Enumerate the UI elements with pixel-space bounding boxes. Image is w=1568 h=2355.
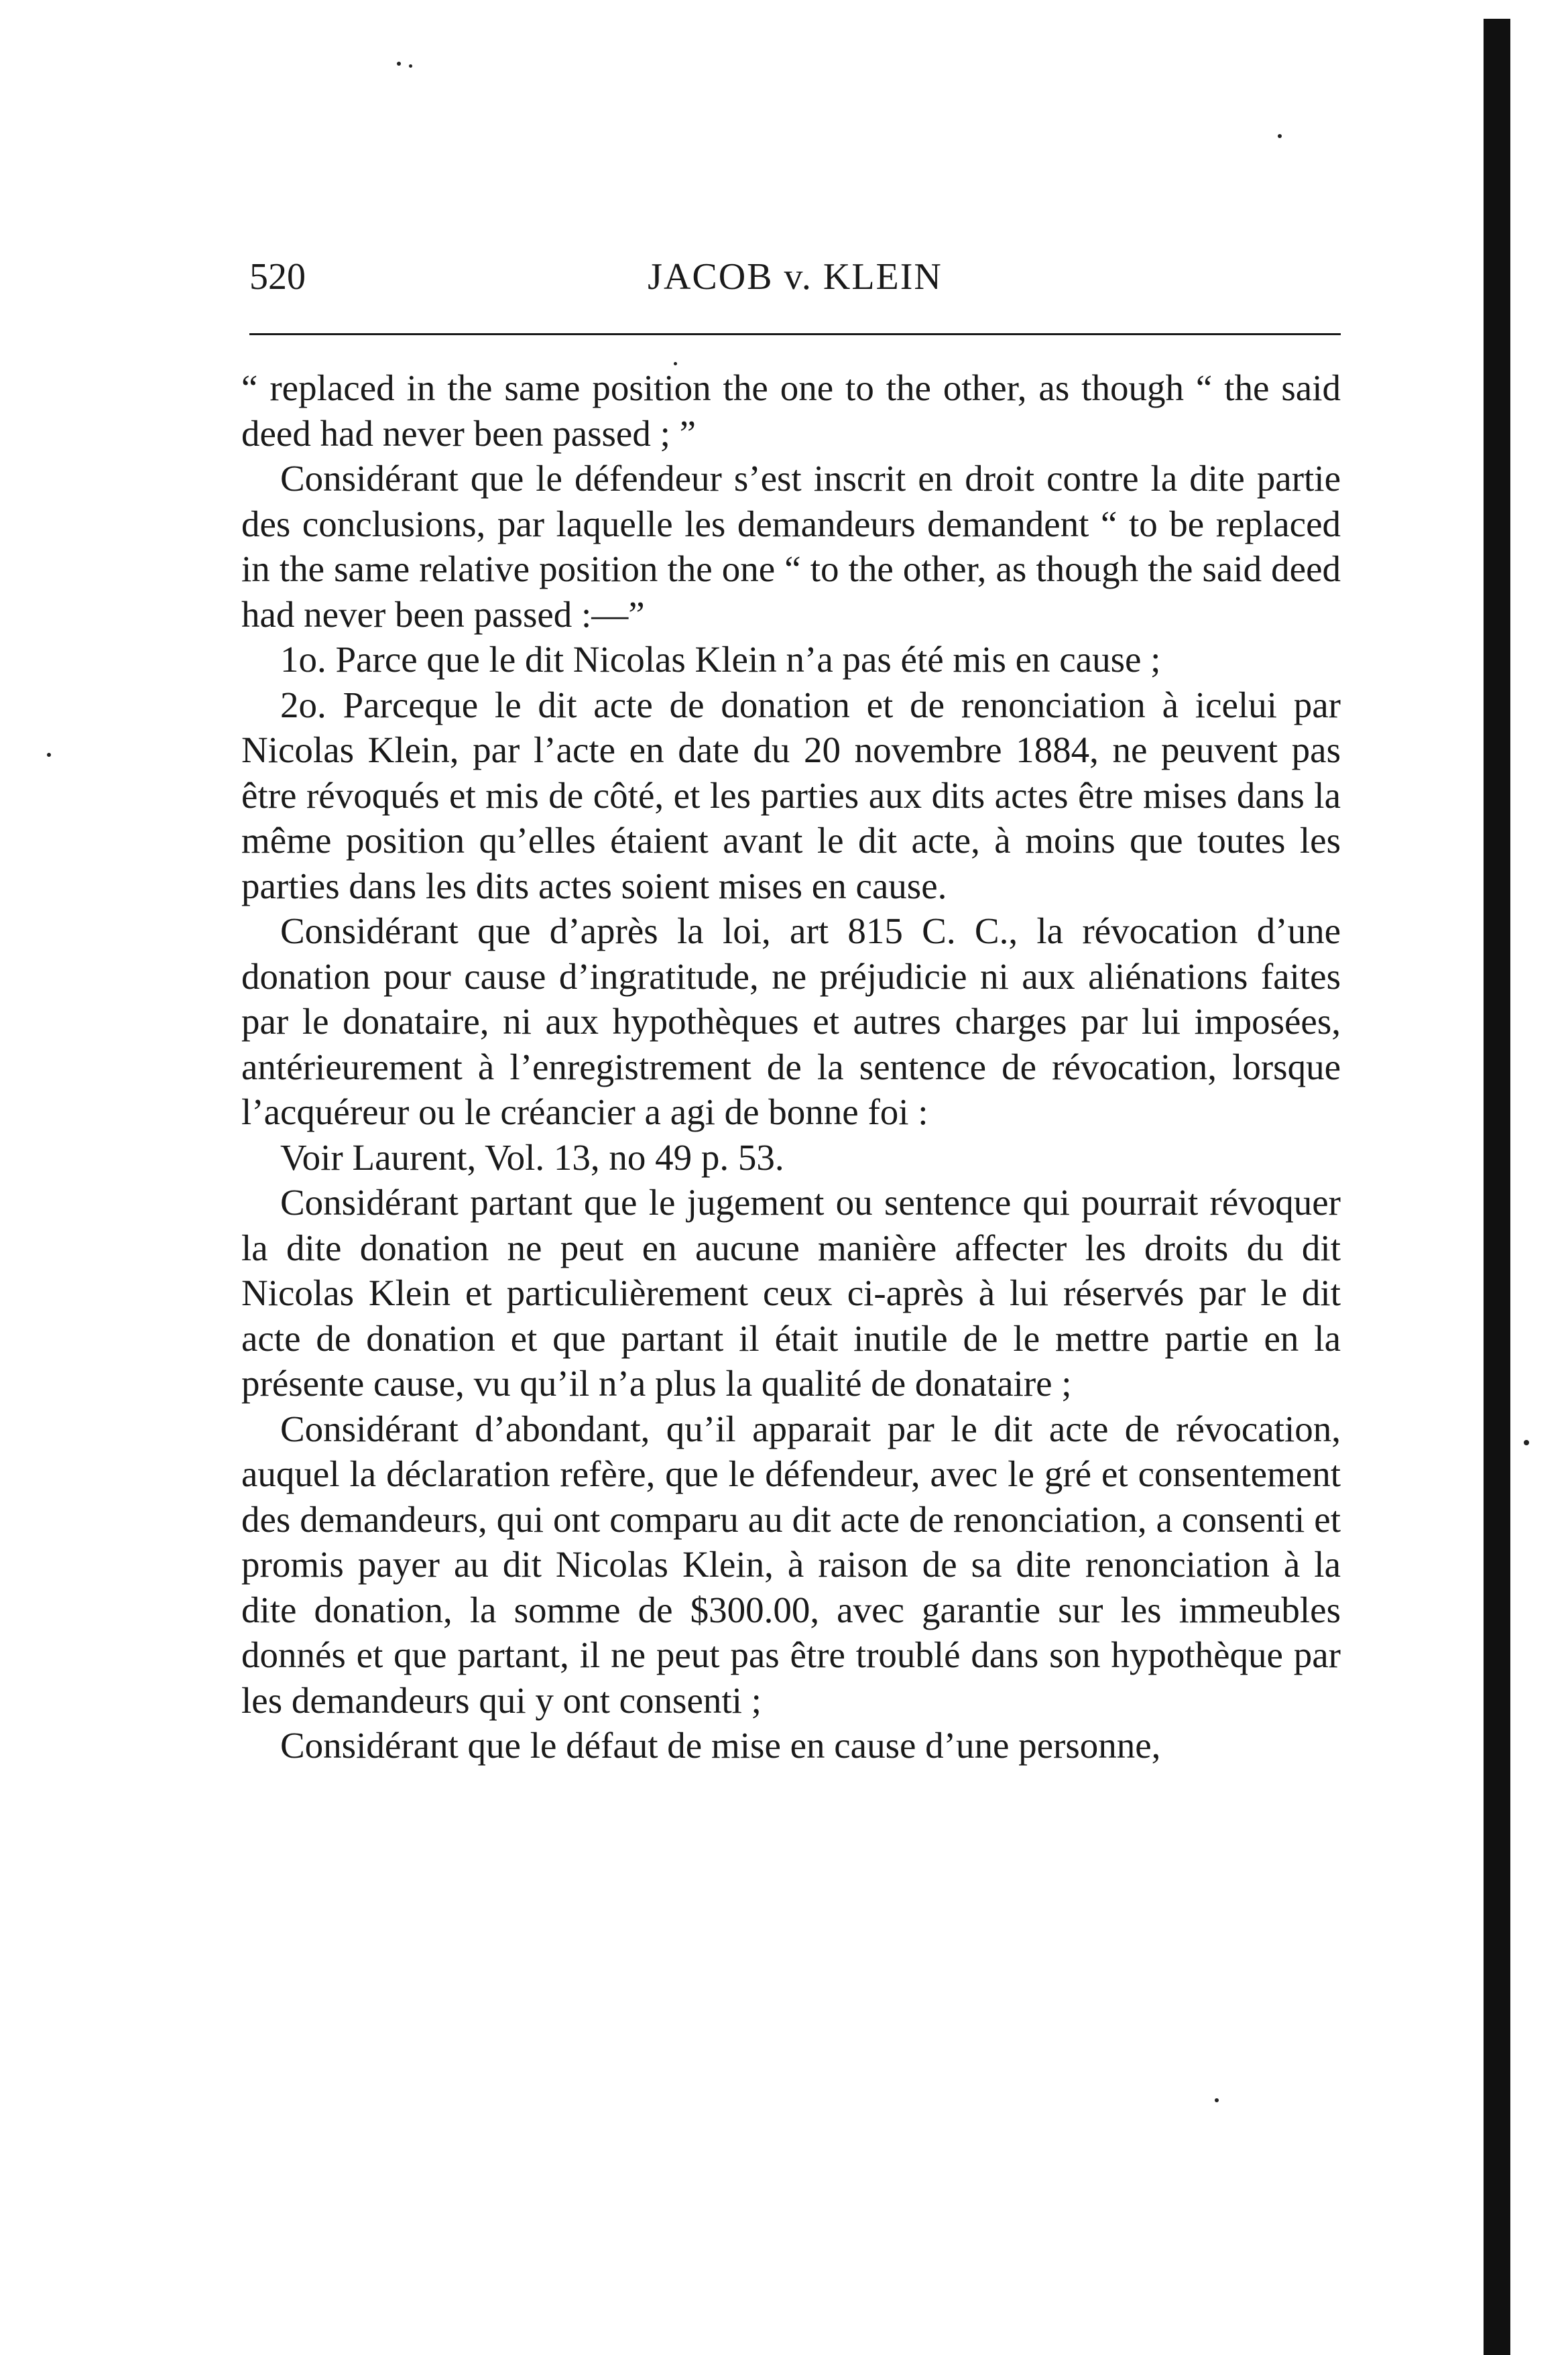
scan-speck (1278, 134, 1282, 138)
scanned-page-edge (1484, 19, 1510, 2355)
scan-speck (397, 62, 401, 66)
page-body (241, 365, 1341, 1768)
page-header (249, 253, 1341, 300)
paragraph-point-1: 1o. Parce que le dit Nicolas Klein n’a pas été mis en cause ; (280, 639, 1161, 680)
paragraph-considerant-loi: Considérant que d’après la loi, art 815 C. C., la révocation d’une donation pour cause d’ingratitude, ne préjudicie ni aux aliénations faites par le donataire, ni aux hypothèques et autres charges par lui imposées, antérieurement à l’enregistrement de la sentence de révocation, lorsque l’acquéreur ou le créancier a agi de bonne foi : (241, 910, 1341, 1132)
running-title: JACOB v. KLEIN (648, 256, 943, 298)
paragraph-considerant-defaut: Considérant que le défaut de mise en cause d’une personne, (280, 1725, 1161, 1766)
scan-speck (47, 753, 51, 757)
scan-speck (1215, 2098, 1219, 2102)
paragraph-considerant-jugement: Considérant partant que le jugement ou sentence qui pourrait révoquer la dite donation ne peut en aucune manière affecter les droits du dit Nicolas Klein et particulièrement ceux ci-après à lui réservés par le dit acte de donation et que partant il était inutile de le mettre partie en la présente cause, vu qu’il n’a plus la qualité de donataire ; (241, 1182, 1341, 1404)
page-number: 520 (249, 256, 306, 298)
paragraph-considerant-inscription: Considérant que le défendeur s’est inscrit en droit contre la dite partie des conclusions, par laquelle les demandeurs demandent “ to be replaced in the same relative position the one “ to the other, as though the said deed had never been passed :—” (241, 458, 1341, 635)
header-rule (249, 333, 1341, 335)
scan-speck (1524, 1440, 1529, 1445)
paragraph-considerant-abondant: Considérant d’abondant, qu’il apparait par le dit acte de révocation, auquel la déclaration refère, que le défendeur, avec le gré et consentement des demandeurs, qui ont comparu au dit acte de renonciation, a consenti et promis payer au dit Nicolas Klein, à raison de sa dite renonciation à la dite donation, la somme de $300.00, avec garantie sur les immeubles donnés et que partant, il ne peut pas être troublé dans son hypothèque par les demandeurs qui y ont consenti ; (241, 1408, 1341, 1721)
paragraph-quote-continuation: “ replaced in the same position the one to the other, as though “ the said deed had never been passed ; ” (241, 367, 1341, 454)
paragraph-citation: Voir Laurent, Vol. 13, no 49 p. 53. (280, 1136, 784, 1178)
paragraph-point-2: 2o. Parceque le dit acte de donation et de renonciation à icelui par Nicolas Klein, par l’acte en date du 20 novembre 1884, ne peuvent pas être révoqués et mis de côté, et les parties aux dits actes être mises dans la même position qu’elles étaient avant le dit acte, à moins que toutes les parties dans les dits actes soient mises en cause. (241, 684, 1341, 906)
scan-speck (409, 64, 412, 68)
